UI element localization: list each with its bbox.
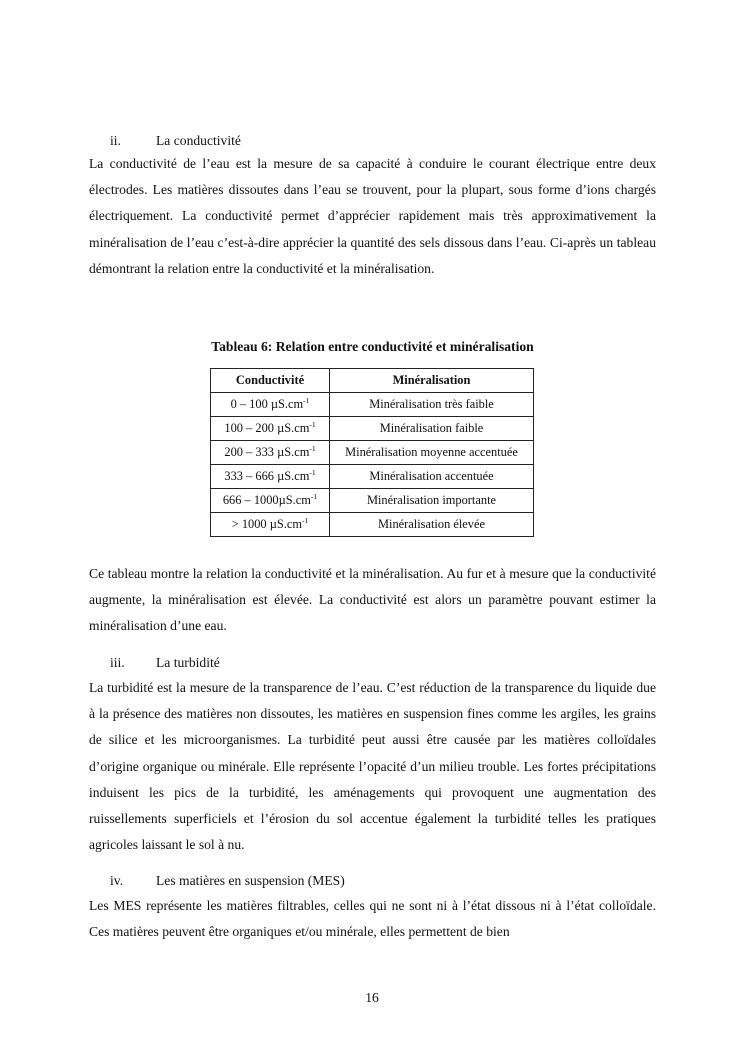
mineralisation-cell: Minéralisation accentuée: [330, 465, 534, 489]
conductivity-table: [210, 368, 534, 537]
section-number: iii.: [110, 655, 125, 670]
unit-exponent: -1: [309, 467, 316, 477]
table-row: [211, 489, 534, 513]
section-title: La conductivité: [156, 133, 241, 148]
section-title: La turbidité: [156, 655, 220, 670]
mineralisation-cell: Minéralisation importante: [330, 489, 534, 513]
conductivity-cell: 333 – 666 $\mu S.cm^{-1}$: [211, 465, 330, 489]
turbidity-paragraph: La turbidité est la mesure de la transparence de l’eau. C’est réduction de la transparence du liquide due à la présence des matières non dissoutes, les matières en suspension fines comme les argiles, les grains de silice et les microorganismes. La turbidité peut aussi être causée par les matières colloïdales d’origine organique ou minérale. Elle représente l’opacité d’un milieu trouble. Les fortes précipitations induisent les pics de la turbidité, les aménagements qui provoquent une augmentation des ruissellements superficiels et l’érosion du sol accentue également la turbidité telles les pratiques agricoles laissant le sol à nu.: [89, 680, 656, 853]
unit-exponent: -1: [309, 419, 316, 429]
conductivity-cell: > 1000 $\mu S.cm^{-1}$: [211, 513, 330, 537]
table-row: [211, 393, 534, 417]
table-header-row: [211, 369, 534, 393]
mineralisation-cell: Minéralisation faible: [330, 417, 534, 441]
table-row: [211, 465, 534, 489]
unit-exponent: -1: [301, 515, 309, 525]
table-comment-paragraph: Ce tableau montre la relation la conductivité et la minéralisation. Au fur et à mesure que la conductivité augmente, la minéralisation est élevée. La conductivité est alors un paramètre pouvant estimer la minéralisation d’une eau.: [89, 566, 656, 634]
conductivity-paragraph: La conductivité de l’eau est la mesure de sa capacité à conduire le courant électrique entre deux électrodes. Les matières dissoutes dans l’eau se trouvent, pour la plupart, sous forme d’ions chargés électriquement. La conductivité permet d’apprécier rapidement mais très approximativement la minéralisation de l’eau c’est-à-dire apprécier la quantité des sels dissous dans l’eau. Ci-après un tableau démontrant la relation entre la conductivité et la minéralisation.: [89, 156, 656, 276]
conductivity-cell: 0 – 100 $\mu S.cm^{-1}$: [211, 393, 330, 417]
header-conductivity: Conductivité: [211, 369, 330, 393]
header-mineralisation: Minéralisation: [330, 369, 534, 393]
page-number: 16: [365, 990, 379, 1005]
mineralisation-cell: Minéralisation moyenne accentuée: [330, 441, 534, 465]
section-number: iv.: [110, 873, 124, 888]
unit-exponent: -1: [303, 395, 310, 405]
table-row: [211, 441, 534, 465]
table-row: [211, 417, 534, 441]
mes-paragraph: Les MES représente les matières filtrables, celles qui ne sont ni à l’état dissous ni à l’état colloïdale. Ces matières peuvent être organiques et/ou minérale, elles permettent de bien: [89, 898, 656, 940]
table-caption: Tableau 6: Relation entre conductivité et minéralisation: [211, 339, 534, 354]
section-number: ii.: [110, 133, 121, 148]
mineralisation-cell: Minéralisation très faible: [330, 393, 534, 417]
conductivity-cell: 200 – 333 $\mu S.cm^{-1}$: [211, 441, 330, 465]
unit-exponent: -1: [309, 443, 316, 453]
table-row: [211, 513, 534, 537]
unit-exponent: -1: [310, 491, 318, 501]
conductivity-cell: $666 - 1000\mu S.cm^{-1}$: [211, 489, 330, 513]
mineralisation-cell: Minéralisation élevée: [330, 513, 534, 537]
conductivity-cell: 100 – 200 $\mu S.cm^{-1}$: [211, 417, 330, 441]
section-title: Les matières en suspension (MES): [156, 873, 345, 888]
